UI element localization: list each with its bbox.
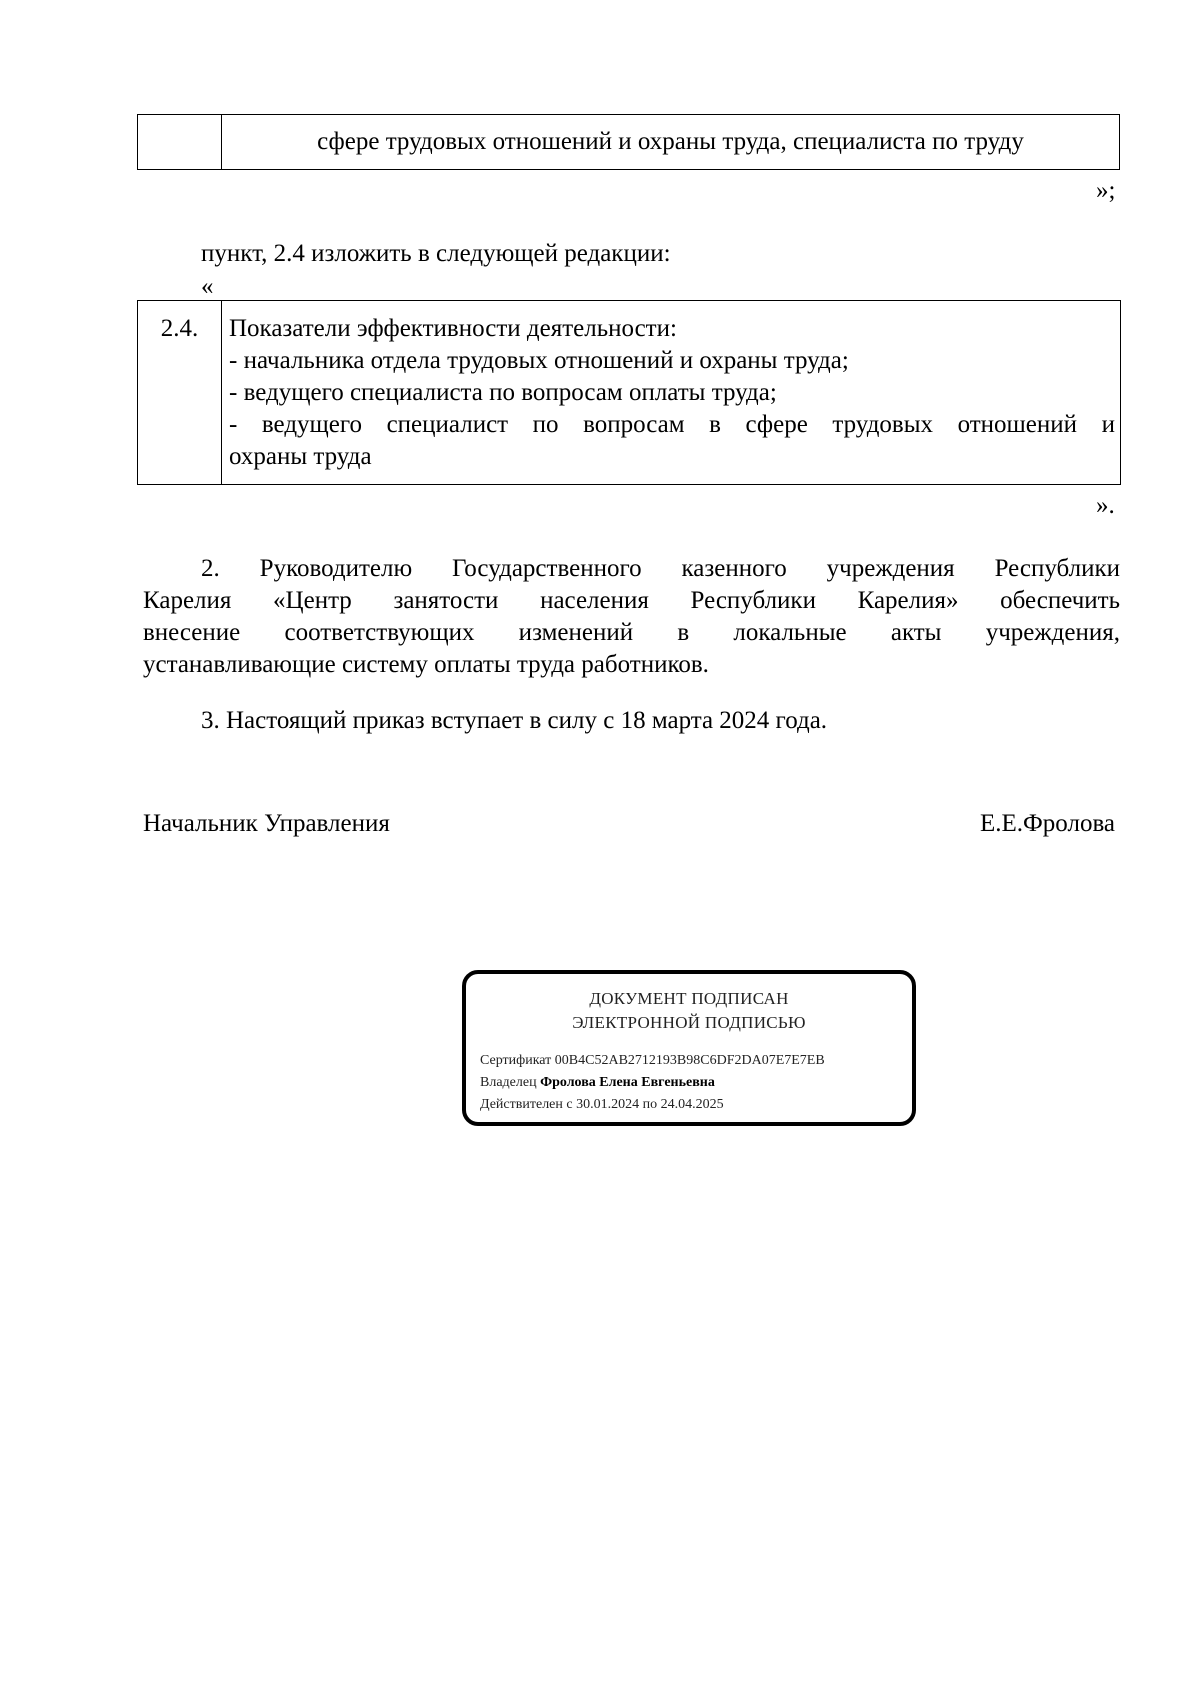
item-number: 2.4. — [160, 315, 199, 342]
valid-to: 24.04.2025 — [660, 1097, 724, 1112]
table-indicators — [137, 300, 1121, 485]
intro-line: пункт, 2.4 изложить в следующей редакции: — [201, 240, 671, 267]
table-row — [138, 115, 1120, 170]
valid-to-label: по — [642, 1097, 658, 1112]
stamp-title-line-2: ЭЛЕКТРОННОЙ ПОДПИСЬЮ — [572, 1013, 806, 1032]
stamp-certificate — [480, 1051, 825, 1071]
table-continuation — [137, 114, 1120, 170]
signatory-name: Е.Е.Фролова — [980, 810, 1116, 837]
paragraph-line: Карелия «Центр занятости населения Республики Карелия» обеспечить — [143, 587, 1120, 614]
table-cell-text — [222, 115, 1120, 170]
paragraph-3: 3. Настоящий приказ вступает в силу с 18 марта 2024 года. — [201, 707, 828, 734]
valid-label: Действителен с — [480, 1097, 573, 1112]
paragraph-line: устанавливающие систему оплаты труда работников. — [143, 651, 709, 678]
certificate-label: Сертификат — [480, 1053, 552, 1068]
indicator-line: - ведущего специалиста по вопросам оплаты труда; — [229, 379, 777, 406]
closing-quote-2: ». — [1096, 492, 1115, 519]
owner-value: Фролова Елена Евгеньевна — [540, 1075, 715, 1090]
indicator-line: - начальника отдела трудовых отношений и охраны труда; — [229, 347, 849, 374]
paragraph-2 — [143, 553, 1120, 681]
opening-quote: « — [201, 273, 214, 300]
valid-from: 30.01.2024 — [576, 1097, 640, 1112]
paragraph-line: внесение соответствующих изменений в локальные акты учреждения, — [143, 619, 1120, 646]
owner-label: Владелец — [480, 1075, 537, 1090]
table-cell-number — [138, 115, 222, 170]
electronic-signature-stamp — [462, 970, 916, 1126]
signatory-position: Начальник Управления — [143, 810, 390, 837]
closing-quote-1: »; — [1096, 177, 1116, 204]
stamp-owner — [480, 1073, 715, 1093]
stamp-title-line-1: ДОКУМЕНТ ПОДПИСАН — [589, 989, 789, 1008]
stamp-validity — [480, 1095, 724, 1115]
indicator-line: - ведущего специалист по вопросам в сфере трудовых отношений и — [229, 411, 1115, 438]
certificate-value: 00B4C52AB2712193B98C6DF2DA07E7E7EB — [554, 1053, 825, 1068]
indicator-line: охраны труда — [229, 443, 372, 470]
table1-text: сфере трудовых отношений и охраны труда, специалиста по труду — [317, 128, 1024, 155]
indicator-line: Показатели эффективности деятельности: — [229, 315, 677, 342]
table-row — [138, 301, 1121, 485]
paragraph-line: 2. Руководителю Государственного казенного учреждения Республики — [201, 555, 1120, 582]
table-cell-number — [138, 301, 222, 485]
table-cell-text — [222, 301, 1121, 485]
